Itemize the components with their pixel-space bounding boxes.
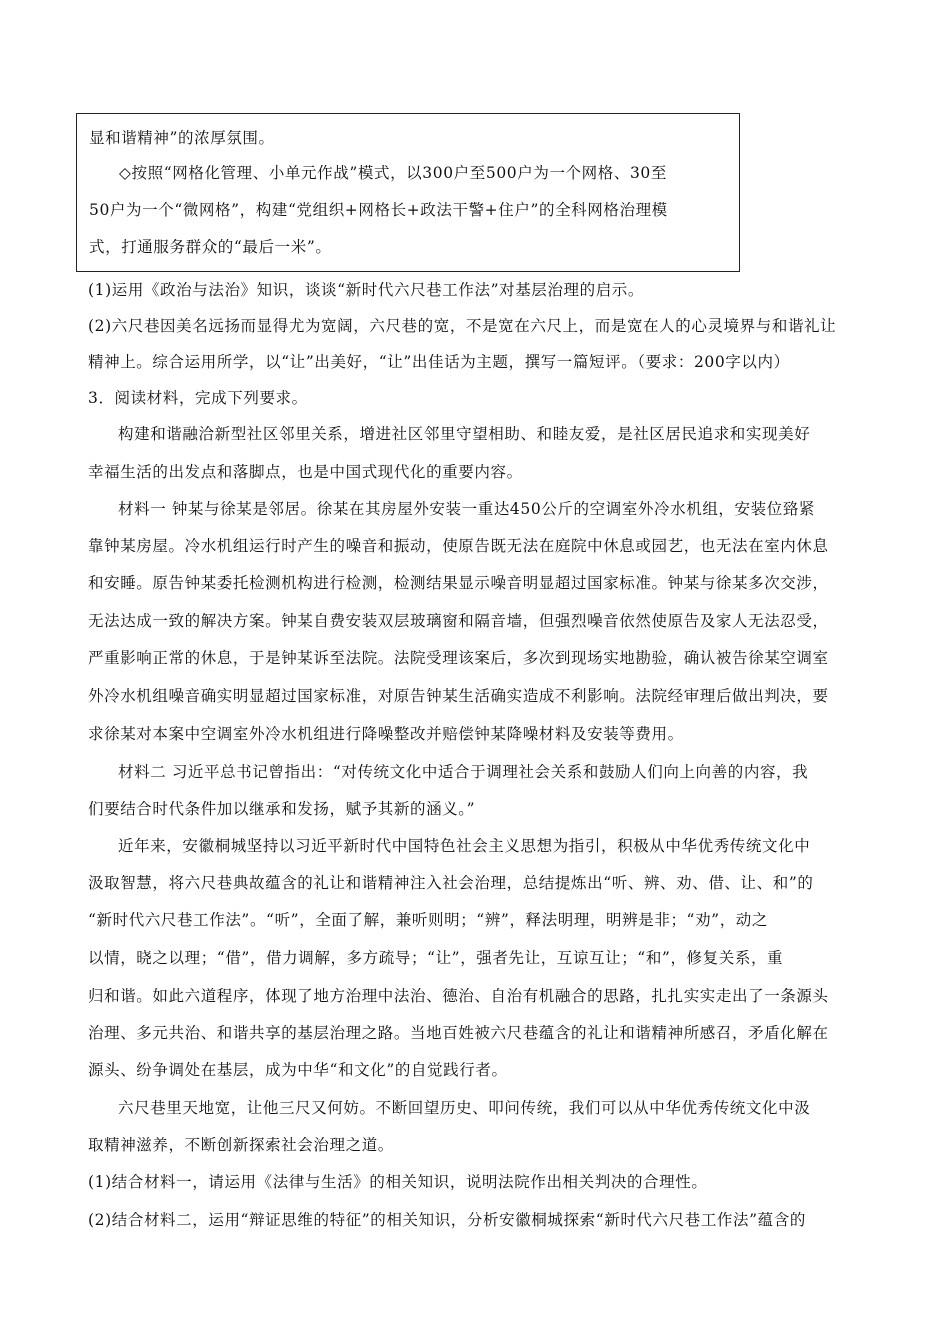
paragraph-line: 取精神滋养，不断创新探索社会治理之道。 bbox=[88, 1136, 394, 1154]
paragraph-line: 六尺巷里天地宽，让他三尺又何妨。不断回望历史、叩问传统，我们可以从中华优秀传统文化中汲 bbox=[118, 1099, 811, 1117]
question-3-2: (2)结合材料二，运用“辩证思维的特征”的相关知识，分析安徽桐城探索“新时代六尺巷工作法”蕴含的 bbox=[88, 1211, 806, 1229]
intro-paragraph: 构建和谐融洽新型社区邻里关系，增进社区邻里守望相助、和睦友爱，是社区居民追求和实现美好 bbox=[118, 425, 811, 443]
material-1-line: 和安睡。原告钟某委托检测机构进行检测，检测结果显示噪音明显超过国家标准。钟某与徐某多次交涉， bbox=[88, 574, 829, 592]
box-line: 式，打通服务群众的“最后一米”。 bbox=[89, 238, 332, 256]
material-box bbox=[76, 113, 740, 272]
paragraph-line: 以情，晓之以理；“借”，借力调解，多方疏导；“让”，强者先让，互谅互让；“和”，修复关系，重 bbox=[88, 949, 784, 967]
question-3-1: (1)结合材料一，请运用《法律与生活》的相关知识，说明法院作出相关判决的合理性。 bbox=[88, 1173, 708, 1191]
material-1-line: 无法达成一致的解决方案。钟某自费安装双层玻璃窗和隔音墙，但强烈噪音依然使原告及家人无法忍受， bbox=[88, 612, 829, 630]
paragraph-line: 汲取智慧，将六尺巷典故蕴含的礼让和谐精神注入社会治理，总结提炼出“听、辨、劝、借、让、和”的 bbox=[88, 874, 814, 892]
question-2-2-cont: 精神上。综合运用所学，以“让”出美好，“让”出佳话为主题，撰写一篇短评。（要求：200字以内） bbox=[88, 353, 790, 371]
material-1-line: 求徐某对本案中空调室外冷水机组进行降噪整改并赔偿钟某降噪材料及安装等费用。 bbox=[88, 725, 684, 743]
paragraph-line: 归和谐。如此六道程序，体现了地方治理中法治、德治、自治有机融合的思路，扎扎实实走出了一条源头 bbox=[88, 987, 829, 1005]
material-1-line: 材料一 钟某与徐某是邻居。徐某在其房屋外安装一重达450公斤的空调室外冷水机组，安装位臵紧 bbox=[118, 500, 816, 518]
paragraph-line: 近年来，安徽桐城坚持以习近平新时代中国特色社会主义思想为指引，积极从中华优秀传统文化中 bbox=[118, 837, 811, 855]
paragraph-line: “新时代六尺巷工作法”。“听”，全面了解，兼听则明；“辨”，释法明理，明辨是非；“劝”，动之 bbox=[88, 911, 768, 929]
paragraph-line: 治理、多元共治、和谐共享的基层治理之路。当地百姓被六尺巷蕴含的礼让和谐精神所感召，矛盾化解在 bbox=[88, 1024, 829, 1042]
paragraph-line: 源头、纷争调处在基层，成为中华“和文化”的自觉践行者。 bbox=[88, 1061, 508, 1079]
box-line: 显和谐精神”的浓厚氛围。 bbox=[89, 129, 275, 147]
material-1-line: 严重影响正常的休息，于是钟某诉至法院。法院受理该案后，多次到现场实地勘验，确认被告徐某空调室 bbox=[88, 649, 829, 667]
material-1-line: 外冷水机组噪音确实明显超过国家标准，对原告钟某生活确实造成不利影响。法院经审理后做出判决，要 bbox=[88, 687, 829, 705]
material-1-line: 靠钟某房屋。冷水机组运行时产生的噪音和振动，使原告既无法在庭院中休息或园艺，也无法在室内休息 bbox=[88, 537, 829, 555]
question-3-title: 3．阅读材料，完成下列要求。 bbox=[88, 389, 308, 407]
box-line: 50户为一个“微网格”，构建“党组织+网格长+政法干警+住户”的全科网格治理模 bbox=[89, 201, 668, 219]
box-line: ◇按照“网格化管理、小单元作战”模式，以300户至500户为一个网格、30至 bbox=[119, 164, 667, 182]
question-2-2: (2)六尺巷因美名远扬而显得尤为宽阔，六尺巷的宽，不是宽在六尺上，而是宽在人的心灵境界与和谐礼让 bbox=[88, 317, 837, 335]
intro-paragraph-cont: 幸福生活的出发点和落脚点，也是中国式现代化的重要内容。 bbox=[88, 463, 523, 481]
material-2-line: 材料二 习近平总书记曾指出：“对传统文化中适合于调理社会关系和鼓励人们向上向善的内容，我 bbox=[118, 763, 809, 781]
question-2-1: (1)运用《政治与法治》知识，谈谈“新时代六尺巷工作法”对基层治理的启示。 bbox=[88, 281, 645, 299]
material-2-line: 们要结合时代条件加以继承和发扬，赋予其新的涵义。” bbox=[88, 800, 476, 818]
